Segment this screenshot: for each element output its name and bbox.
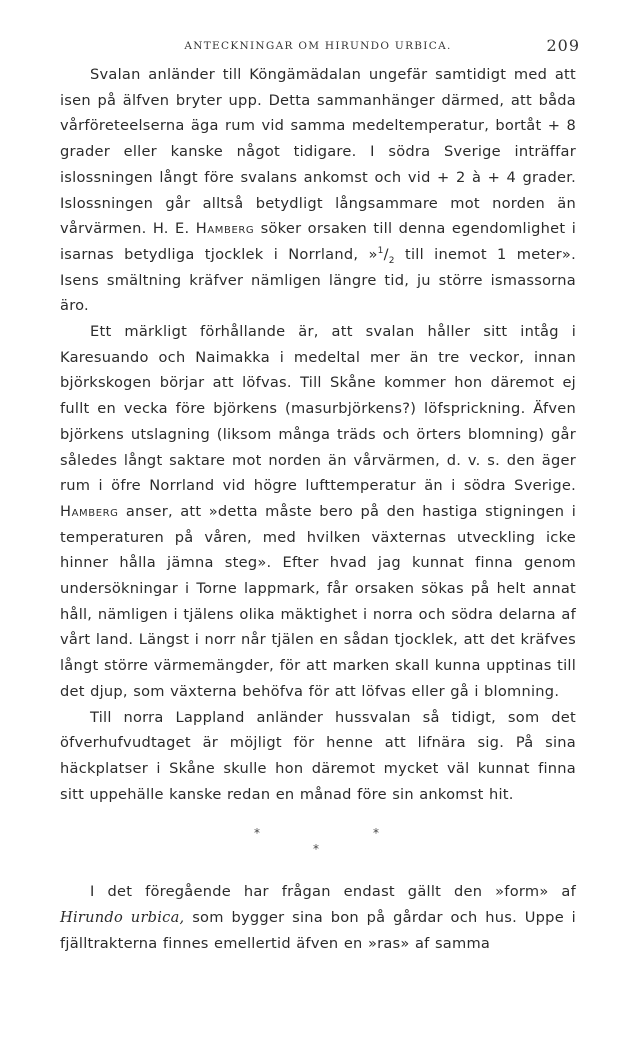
asterisk: *	[254, 826, 261, 841]
paragraph-1-text-b: söker orsaken till denna egendomlighet i isarnas betydliga tjocklek i Norrland, »	[60, 220, 577, 263]
paragraph-2	[60, 319, 576, 705]
page-header	[60, 36, 580, 62]
paragraph-1	[60, 62, 576, 319]
running-head: ANTECKNINGAR OM HIRUNDO URBICA.	[184, 40, 452, 52]
page-number: 209	[546, 36, 580, 55]
species-name: Hirundo urbica,	[60, 909, 185, 927]
paragraph-3: Till norra Lappland anländer hussvalan så tidigt, som det öfverhufvudtaget är möjligt för henne att lifnära sig. På sina häckplatser i Skåne skulle hon däremot mycket väl kunnat finna sitt uppehälle kanske redan en månad före sin ankomst hit.	[60, 708, 576, 803]
fraction	[377, 245, 395, 266]
asterisk: *	[313, 842, 320, 857]
paragraph-4-text-a: I det föregående har frågan endast gällt den »form» af	[90, 883, 576, 901]
paragraph-2-text-b: anser, att »detta måste bero på den hastiga stigningen i temperaturen på våren, med hvilken växternas utveckling icke hinner hålla jämna steg». Efter hvad jag kunnat finna genom undersökningar i Torne lappmark, får orsaken sökas på helt annat håll, nämligen i tjälens olika mäktighet i norra och södra delarna af vårt land. Längst i norr når tjälen en sådan tjocklek, att det kräfves långt större värmemängder, för att marken skall kunna upptinas till det djup, som växterna behöfva för att löfvas eller gå i blomning.	[60, 502, 576, 700]
section-separator	[60, 817, 576, 879]
fraction-numerator: 1	[377, 246, 384, 257]
paragraph-4	[60, 879, 576, 956]
paragraph-4-text-b: som bygger sina bon på gårdar och hus. Uppe i fjälltrakterna finnes emellertid äfven en »ras» af samma	[60, 909, 576, 952]
asterisk: *	[373, 826, 380, 841]
author-name: Hamberg	[195, 220, 255, 238]
body-text	[60, 62, 576, 957]
paragraph-1-text-a: Svalan anländer till Köngämädalan ungefär samtidigt med att isen på älfven bryter upp. Detta sammanhänger därmed, att båda vårföreteelserna äga rum vid samma medeltemperatur, bortåt + 8 grader eller kanske något tidigare. I södra Sverige inträffar islossningen långt före svalans ankomst och vid + 2 à + 4 grader. Islossningen går alltså betydligt långsammare mot norden än vårvärmen. H. E.	[60, 66, 576, 238]
fraction-slash: /	[383, 245, 389, 263]
author-name: Hamberg	[60, 502, 119, 520]
paragraph-1-text-c: till inemot 1 meter». Isens smältning kräfver nämligen längre tid, ju större ismassorna äro.	[60, 245, 577, 315]
fraction-denominator: 2	[388, 255, 395, 266]
book-page	[60, 36, 580, 957]
paragraph-2-text-a: Ett märkligt förhållande är, att svalan håller sitt intåg i Karesuando och Naimakka i medeltal mer än tre veckor, innan björkskogen börjar att löfvas. Till Skåne kommer hon däremot ej fullt en vecka före björkens (masurbjörkens?) löfsprickning. Äfven björkens utslagning (liksom många träds och örters blomning) går således långt saktare mot norden än vårvärmen, d. v. s. den äger rum i öfre Norrland vid högre lufttemperatur än i södra Sverige.	[60, 323, 576, 495]
